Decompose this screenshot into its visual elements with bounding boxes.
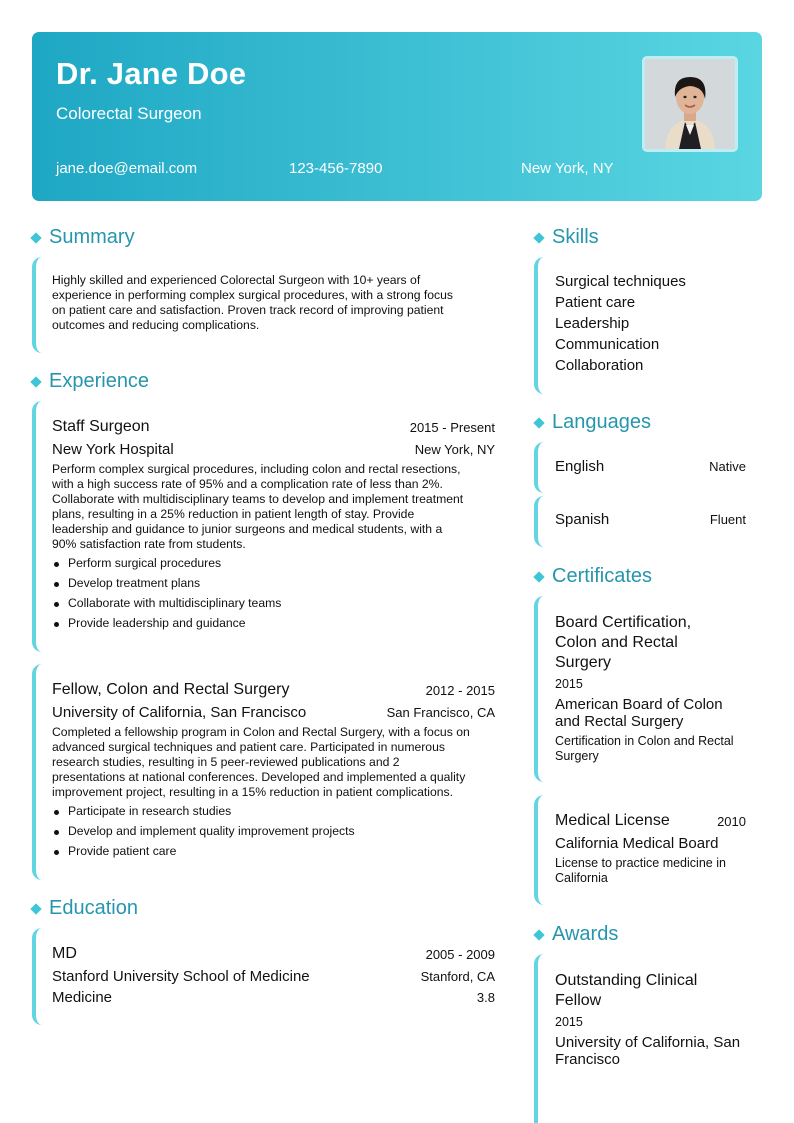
language-level: Native	[709, 459, 746, 474]
education-heading	[31, 897, 138, 920]
job-description: Perform complex surgical procedures, including colon and rectal resections, with a high success rate of 95% and a complication rate of less than 2%. Collaborate with multidisciplinary teams to develop and implement treatment plans, resulting in a 25% reduction in patient length of stay. Provide leadership and guidance to junior surgeons and medical students, with a 90% satisfaction rate from students.	[52, 462, 464, 551]
language-item	[534, 496, 746, 547]
certificate-name: Board Certification, Colon and Rectal Surgery	[555, 614, 692, 671]
list-item: Participate in research studies	[68, 804, 232, 818]
certificates-heading	[534, 565, 652, 588]
award-name: Outstanding Clinical Fellow	[555, 972, 698, 1009]
skill-item: Collaboration	[555, 357, 644, 374]
profile-photo	[642, 56, 738, 152]
diamond-icon	[30, 376, 41, 387]
certificate-year: 2015	[555, 677, 583, 691]
certificate-description: Certification in Colon and Rectal Surgery	[555, 734, 734, 763]
list-item: Develop treatment plans	[68, 576, 201, 590]
awards-heading	[534, 923, 618, 946]
summary-text: Highly skilled and experienced Colorectal Surgeon with 10+ years of experience in performing complex surgical procedures, with a strong focus on patient care and satisfaction. Proven track record of improving patient outcomes and reducing complications.	[52, 273, 454, 332]
list-item: Provide patient care	[68, 844, 177, 858]
list-item: Develop and implement quality improvement projects	[68, 824, 355, 838]
skill-item: Surgical techniques	[555, 273, 686, 290]
contact-location: New York, NY	[521, 160, 614, 177]
job-location: San Francisco, CA	[386, 705, 495, 720]
experience-item	[32, 401, 495, 652]
award-issuer: University of California, San Francisco	[555, 1034, 741, 1068]
language-name: Spanish	[555, 511, 610, 528]
summary-heading	[31, 226, 135, 249]
certificate-issuer: California Medical Board	[555, 835, 719, 852]
certificate-name: Medical License	[555, 812, 670, 829]
contact-phone: 123-456-7890	[289, 160, 383, 177]
languages-heading-text: Languages	[552, 411, 651, 433]
experience-heading	[31, 370, 149, 393]
experience-item	[32, 664, 495, 880]
diamond-icon	[533, 232, 544, 243]
job-title: Staff Surgeon	[52, 418, 150, 435]
award-item	[534, 954, 746, 1123]
certificate-year: 2010	[717, 814, 746, 829]
language-name: English	[555, 458, 605, 475]
skill-item: Patient care	[555, 294, 636, 311]
certificate-description: License to practice medicine in California	[555, 856, 726, 885]
degree: MD	[52, 945, 77, 962]
skills-heading-text: Skills	[552, 226, 599, 248]
field-of-study: Medicine	[52, 989, 113, 1006]
diamond-icon	[533, 929, 544, 940]
certificate-issuer: American Board of Colon and Rectal Surgery	[555, 696, 723, 730]
diamond-icon	[533, 571, 544, 582]
languages-heading	[534, 411, 651, 434]
award-year: 2015	[555, 1015, 583, 1029]
job-title: Fellow, Colon and Rectal Surgery	[52, 681, 290, 698]
contact-email: jane.doe@email.com	[56, 160, 198, 177]
job-dates: 2015 - Present	[409, 420, 495, 435]
summary-block	[32, 257, 495, 353]
gpa: 3.8	[476, 990, 495, 1005]
job-location: New York, NY	[414, 442, 495, 457]
list-item: Collaborate with multidisciplinary teams	[68, 596, 282, 610]
list-item: Provide leadership and guidance	[68, 616, 246, 630]
skill-item: Communication	[555, 336, 660, 353]
certificate-item	[534, 795, 746, 905]
language-level: Fluent	[709, 512, 746, 527]
resume-header	[32, 32, 762, 201]
certificate-item	[534, 596, 746, 782]
job-description: Completed a fellowship program in Colon and Rectal Surgery, with a focus on advanced surgical techniques and patient care. Participated in numerous research studies, resulting in 5 peer-reviewed publications and 2 presentations at national conferences. Developed and implemented a quality improvement project, resulting in a 15% reduction in patient complications.	[52, 725, 470, 799]
candidate-title: Colorectal Surgeon	[56, 104, 202, 123]
language-item	[534, 442, 746, 493]
education-heading-text: Education	[49, 897, 138, 919]
job-dates: 2012 - 2015	[425, 683, 495, 698]
list-item: Perform surgical procedures	[68, 556, 222, 570]
diamond-icon	[533, 417, 544, 428]
job-organization: University of California, San Francisco	[52, 704, 307, 721]
candidate-name: Dr. Jane Doe	[56, 56, 247, 91]
summary-heading-text: Summary	[49, 226, 135, 248]
skills-block	[534, 257, 746, 394]
skill-item: Leadership	[555, 315, 630, 332]
school-location: Stanford, CA	[420, 969, 495, 984]
school-name: Stanford University School of Medicine	[52, 968, 310, 985]
skills-heading	[534, 226, 599, 249]
diamond-icon	[30, 903, 41, 914]
experience-heading-text: Experience	[49, 370, 150, 392]
education-item	[32, 928, 495, 1025]
diamond-icon	[30, 232, 41, 243]
education-dates: 2005 - 2009	[425, 947, 495, 962]
awards-heading-text: Awards	[552, 923, 619, 945]
certificates-heading-text: Certificates	[552, 565, 653, 587]
job-organization: New York Hospital	[52, 441, 174, 458]
